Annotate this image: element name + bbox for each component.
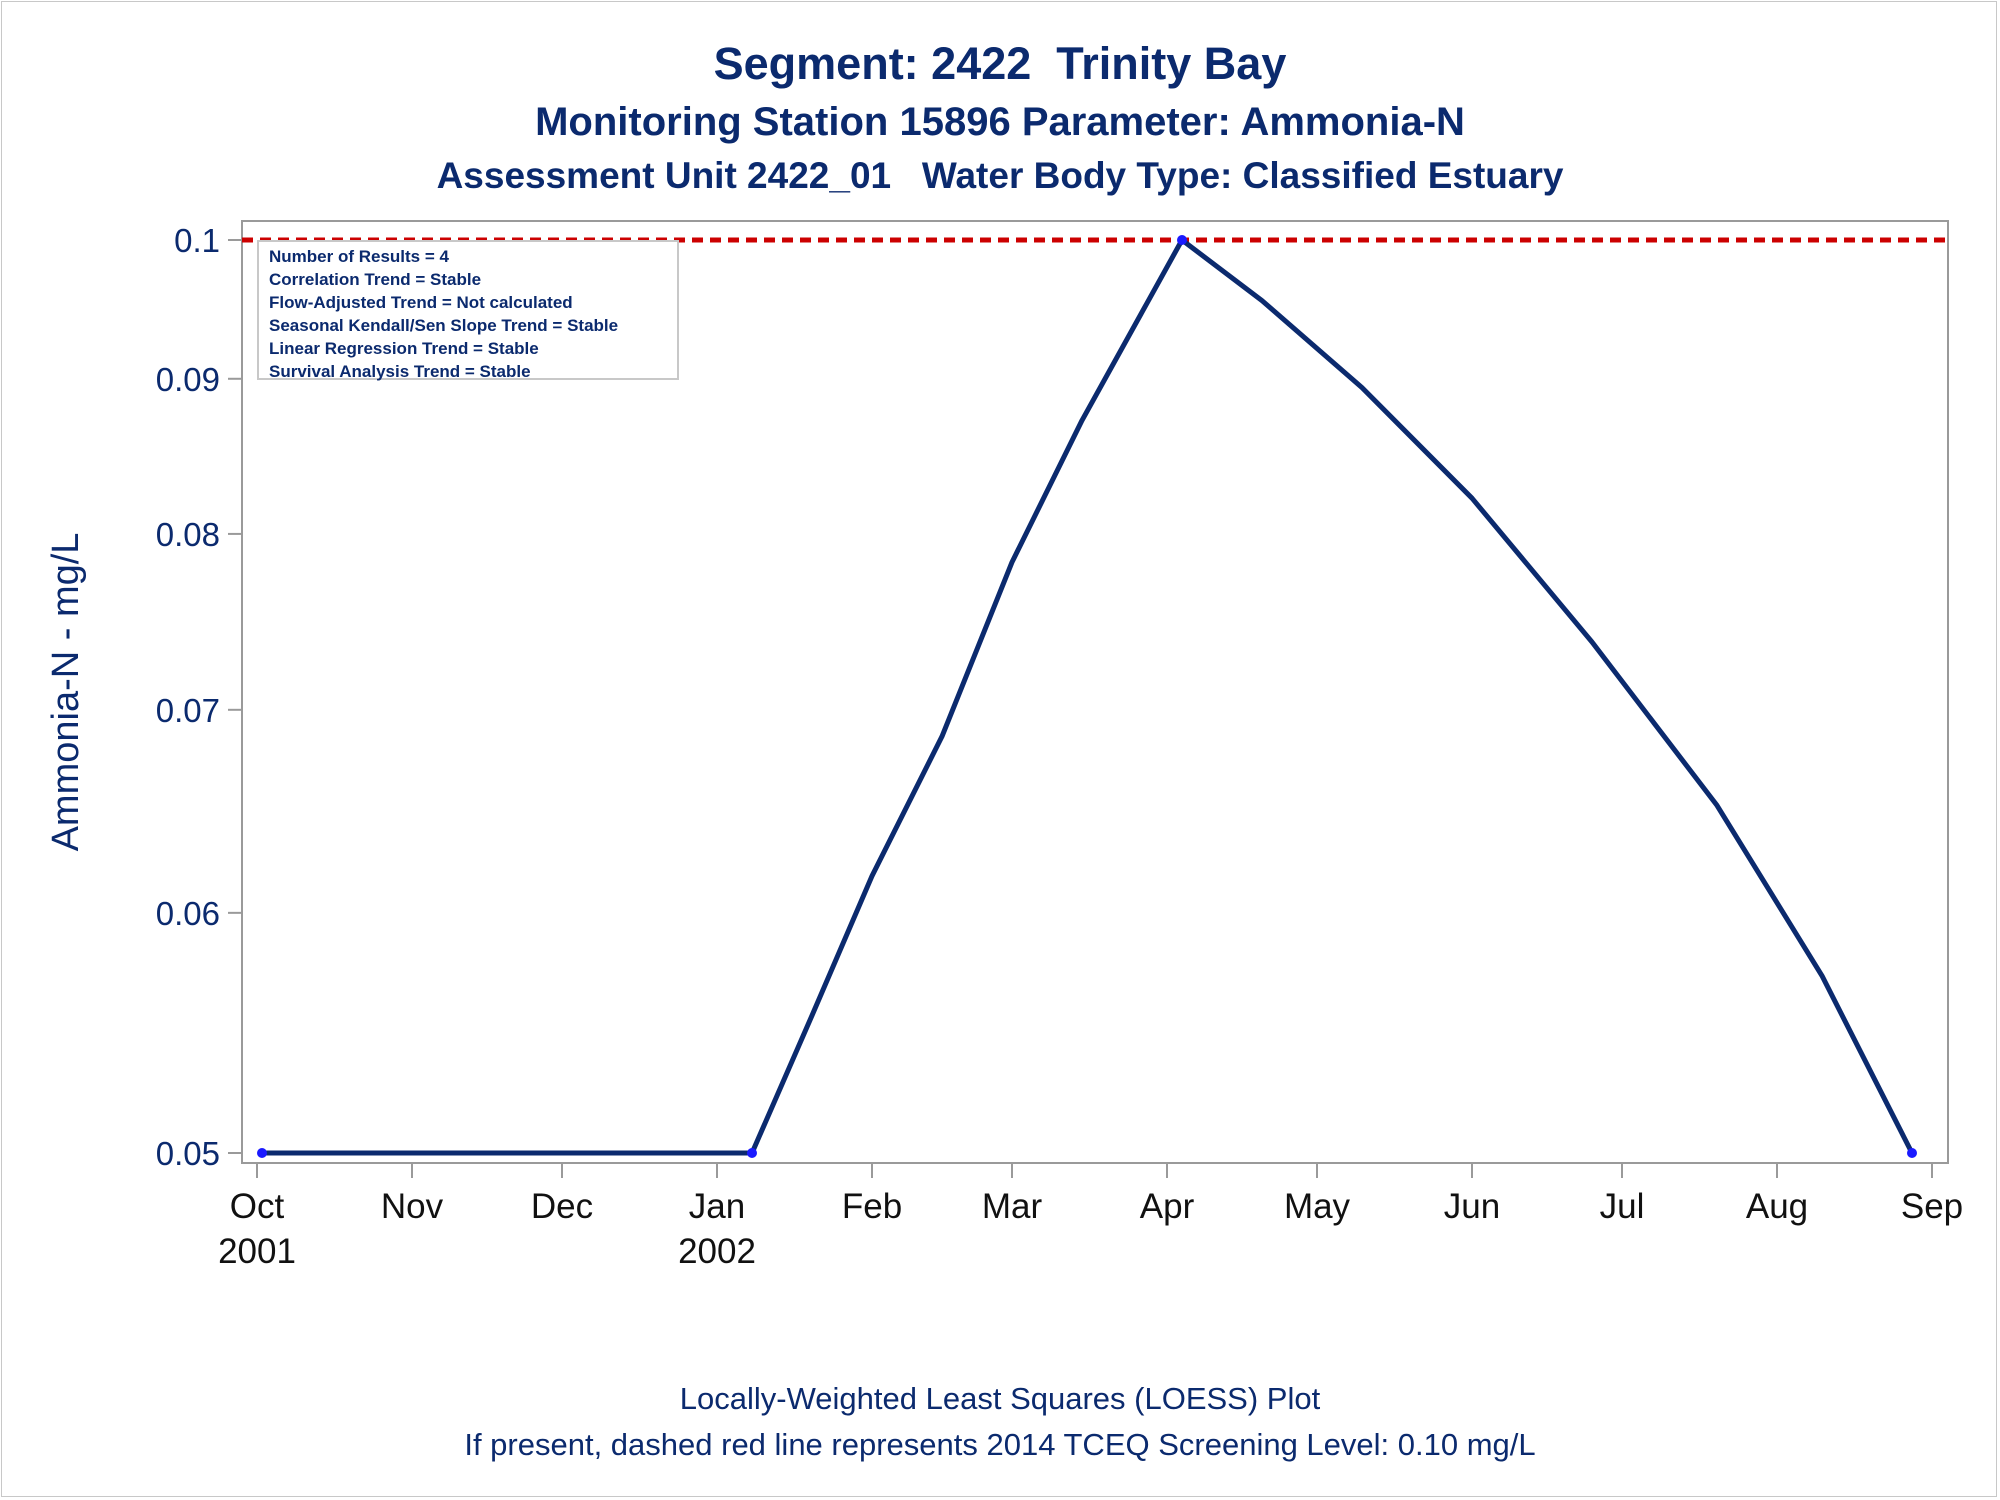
footnote-loess: Locally-Weighted Least Squares (LOESS) Plot (679, 1381, 1321, 1416)
x-tick-label: Mar (981, 1187, 1043, 1226)
stat-correlation-trend: Correlation Trend = Stable (269, 270, 482, 289)
x-tick-label: Aug (1745, 1187, 1809, 1226)
y-tick-label: 0.09 (155, 360, 220, 398)
x-tick-label: Oct (229, 1187, 285, 1226)
stat-survival-analysis-trend: Survival Analysis Trend = Stable (269, 362, 531, 381)
stat-flow-adjusted-trend: Flow-Adjusted Trend = Not calculated (269, 293, 573, 312)
x-tick-label: Sep (1900, 1187, 1964, 1226)
y-tick-label: 0.1 (174, 222, 220, 259)
trend-stats-box (257, 240, 679, 380)
data-point (257, 1148, 267, 1158)
x-tick-label: Jan (688, 1187, 746, 1226)
x-tick-label: Apr (1139, 1187, 1195, 1226)
x-tick-label: Feb (841, 1187, 903, 1226)
data-point (1907, 1148, 1917, 1158)
chart-subtitle-station: Monitoring Station 15896 Parameter: Ammonia-N (535, 100, 1465, 144)
x-tick-year-label: 2002 (678, 1232, 756, 1271)
stat-linear-regression-trend: Linear Regression Trend = Stable (269, 339, 539, 358)
chart-title: Segment: 2422 Trinity Bay (713, 38, 1287, 89)
x-tick-year-label: 2001 (218, 1232, 296, 1271)
data-point (747, 1148, 757, 1158)
x-tick-label: Nov (380, 1187, 444, 1226)
y-tick-label: 0.05 (155, 1135, 220, 1172)
data-point (1177, 235, 1187, 245)
x-tick-label: Dec (530, 1187, 594, 1226)
y-tick-label: 0.07 (155, 691, 220, 729)
chart-subtitle-assessment: Assessment Unit 2422_01 Water Body Type: Classified Estuary (436, 155, 1564, 196)
y-tick-label: 0.08 (155, 515, 220, 553)
x-tick-label: Jul (1599, 1187, 1645, 1226)
y-tick-label: 0.06 (155, 894, 220, 932)
footnote-screening-level: If present, dashed red line represents 2014 TCEQ Screening Level: 0.10 mg/L (464, 1427, 1536, 1462)
stat-number-of-results: Number of Results = 4 (269, 247, 449, 266)
x-tick-label: May (1283, 1187, 1351, 1226)
x-tick-label: Jun (1443, 1187, 1501, 1226)
stat-seasonal-kendall-trend: Seasonal Kendall/Sen Slope Trend = Stable (269, 316, 619, 335)
y-axis-label: Ammonia-N - mg/L (45, 532, 87, 852)
